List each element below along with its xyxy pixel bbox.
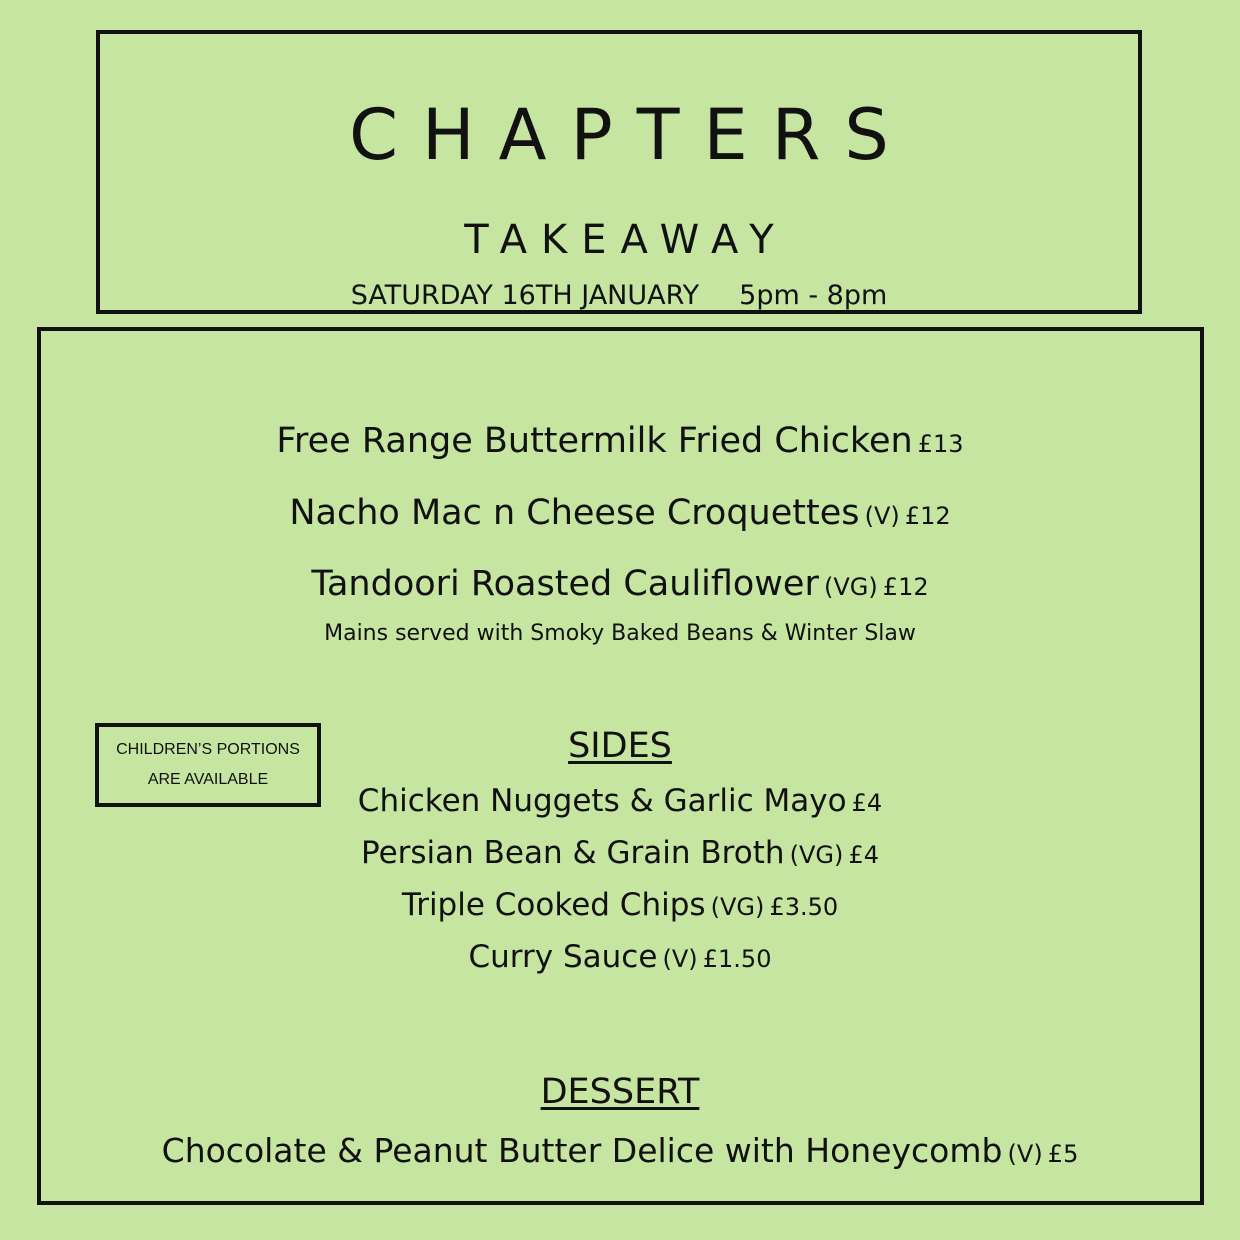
notice-line-1: CHILDREN’S PORTIONS: [116, 741, 300, 758]
item-name: Persian Bean & Grain Broth: [361, 835, 785, 871]
item-name: Triple Cooked Chips: [401, 887, 706, 923]
item-price: £4: [851, 789, 883, 817]
menu-item-main: [0, 493, 1240, 533]
menu-item-side: [0, 835, 1240, 871]
brand-title: CHAPTERS: [349, 94, 913, 176]
item-diet: (VG): [789, 841, 844, 869]
item-price: £12: [882, 573, 929, 601]
item-price: £5: [1047, 1140, 1079, 1168]
item-name: Nacho Mac n Cheese Croquettes: [289, 493, 860, 533]
item-price: £13: [917, 430, 964, 458]
item-price: £4: [848, 841, 879, 869]
sides-heading-row: [0, 726, 1240, 766]
item-name: Chicken Nuggets & Garlic Mayo: [357, 783, 847, 819]
date-time-line: [100, 282, 1138, 309]
time-text: 5pm - 8pm: [739, 280, 888, 311]
menu-item-side: [0, 887, 1240, 923]
item-diet: (V): [662, 945, 698, 973]
item-diet: (VG): [710, 893, 765, 921]
item-diet: (VG): [823, 573, 878, 601]
item-name: Free Range Buttermilk Fried Chicken: [276, 421, 913, 461]
sides-heading: SIDES: [568, 726, 672, 766]
menu-item-main: [0, 421, 1240, 461]
item-name: Chocolate & Peanut Butter Delice with Honeycomb: [161, 1131, 1003, 1170]
takeaway-subtitle: TAKEAWAY: [464, 217, 788, 263]
menu-item-side: [0, 783, 1240, 819]
item-diet: (V): [1007, 1140, 1043, 1168]
mains-note: Mains served with Smoky Baked Beans & Winter Slaw: [324, 621, 916, 646]
item-price: £12: [904, 502, 951, 530]
menu-item-main: [0, 564, 1240, 604]
item-name: Tandoori Roasted Cauliflower: [311, 564, 819, 604]
item-price: £3.50: [769, 893, 839, 921]
notice-line-2: ARE AVAILABLE: [147, 771, 269, 788]
menu-item-dessert: [0, 1131, 1240, 1170]
menu-item-side: [0, 939, 1240, 975]
header-box: [96, 30, 1142, 314]
item-name: Curry Sauce: [468, 939, 658, 975]
dessert-heading-row: [0, 1072, 1240, 1112]
item-price: £1.50: [702, 945, 772, 973]
dessert-heading: DESSERT: [540, 1072, 700, 1112]
item-diet: (V): [864, 502, 900, 530]
date-text: SATURDAY 16TH JANUARY: [350, 280, 700, 311]
